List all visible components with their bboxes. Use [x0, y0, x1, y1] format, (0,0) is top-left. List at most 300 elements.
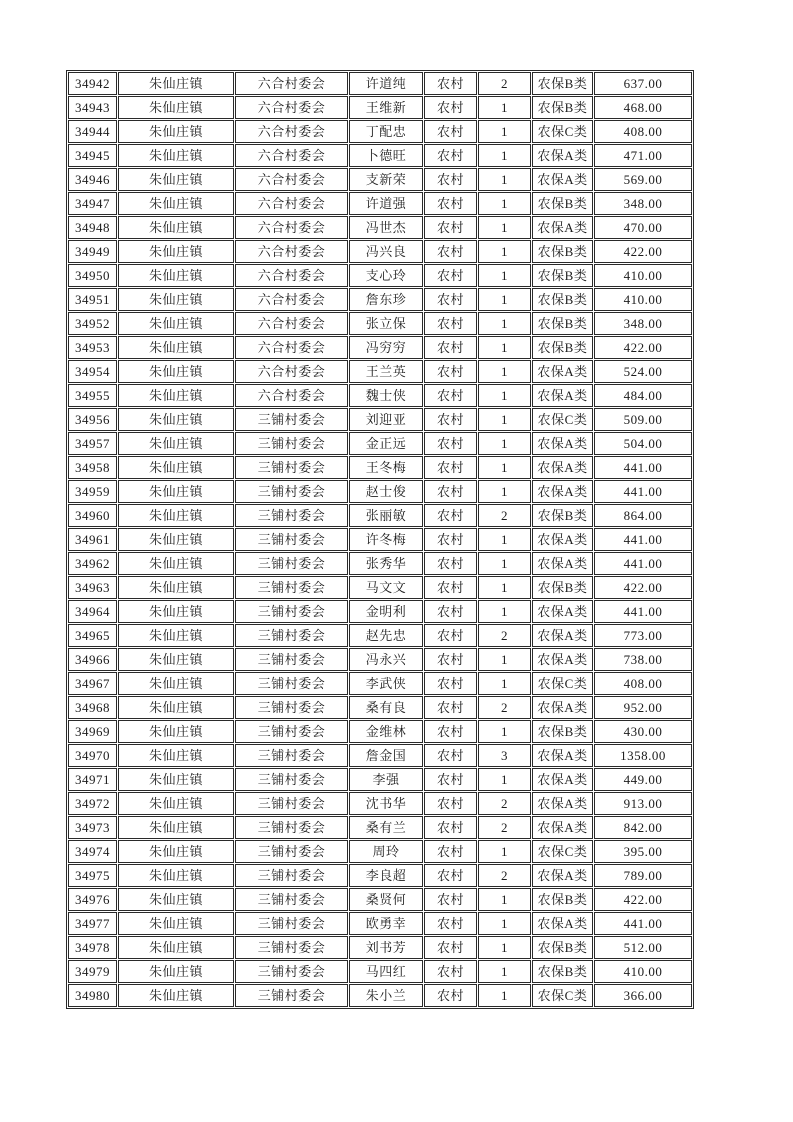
cell-village_committee: 六合村委会	[235, 192, 348, 215]
cell-amount: 738.00	[594, 648, 692, 671]
table-row	[68, 528, 692, 551]
cell-serial: 34960	[68, 504, 117, 527]
cell-town: 朱仙庄镇	[118, 72, 234, 95]
cell-insurance_type: 农保A类	[532, 768, 593, 791]
cell-town: 朱仙庄镇	[118, 864, 234, 887]
cell-town: 朱仙庄镇	[118, 648, 234, 671]
cell-insurance_type: 农保A类	[532, 864, 593, 887]
table-row	[68, 360, 692, 383]
cell-insurance_type: 农保A类	[532, 696, 593, 719]
cell-name: 支新荣	[349, 168, 423, 191]
cell-town: 朱仙庄镇	[118, 432, 234, 455]
cell-insurance_type: 农保A类	[532, 552, 593, 575]
cell-insurance_type: 农保B类	[532, 192, 593, 215]
cell-category: 农村	[424, 264, 477, 287]
cell-town: 朱仙庄镇	[118, 96, 234, 119]
table-row	[68, 600, 692, 623]
cell-name: 魏士侠	[349, 384, 423, 407]
cell-person_count: 2	[478, 864, 531, 887]
cell-serial: 34978	[68, 936, 117, 959]
cell-category: 农村	[424, 288, 477, 311]
table-row	[68, 408, 692, 431]
cell-name: 王兰英	[349, 360, 423, 383]
cell-name: 赵士俊	[349, 480, 423, 503]
cell-person_count: 1	[478, 960, 531, 983]
cell-serial: 34977	[68, 912, 117, 935]
cell-category: 农村	[424, 576, 477, 599]
cell-name: 金明利	[349, 600, 423, 623]
table-row	[68, 336, 692, 359]
cell-town: 朱仙庄镇	[118, 144, 234, 167]
cell-category: 农村	[424, 408, 477, 431]
table-row	[68, 768, 692, 791]
cell-category: 农村	[424, 936, 477, 959]
cell-person_count: 1	[478, 768, 531, 791]
cell-insurance_type: 农保B类	[532, 72, 593, 95]
insurance-roster-table	[66, 70, 694, 1009]
cell-village_committee: 三铺村委会	[235, 576, 348, 599]
cell-town: 朱仙庄镇	[118, 888, 234, 911]
cell-name: 桑有兰	[349, 816, 423, 839]
cell-serial: 34962	[68, 552, 117, 575]
cell-person_count: 1	[478, 120, 531, 143]
cell-serial: 34957	[68, 432, 117, 455]
table-row	[68, 456, 692, 479]
cell-category: 农村	[424, 720, 477, 743]
cell-person_count: 1	[478, 264, 531, 287]
cell-category: 农村	[424, 768, 477, 791]
cell-town: 朱仙庄镇	[118, 192, 234, 215]
cell-name: 丁配忠	[349, 120, 423, 143]
cell-name: 沈书华	[349, 792, 423, 815]
cell-person_count: 1	[478, 600, 531, 623]
cell-person_count: 3	[478, 744, 531, 767]
cell-category: 农村	[424, 312, 477, 335]
cell-insurance_type: 农保B类	[532, 240, 593, 263]
cell-amount: 470.00	[594, 216, 692, 239]
table-row	[68, 888, 692, 911]
cell-name: 刘迎亚	[349, 408, 423, 431]
table-row	[68, 192, 692, 215]
table-row	[68, 312, 692, 335]
cell-serial: 34947	[68, 192, 117, 215]
cell-person_count: 1	[478, 720, 531, 743]
cell-name: 马文文	[349, 576, 423, 599]
cell-town: 朱仙庄镇	[118, 600, 234, 623]
cell-amount: 637.00	[594, 72, 692, 95]
cell-person_count: 1	[478, 240, 531, 263]
cell-village_committee: 三铺村委会	[235, 888, 348, 911]
cell-town: 朱仙庄镇	[118, 624, 234, 647]
cell-town: 朱仙庄镇	[118, 240, 234, 263]
cell-town: 朱仙庄镇	[118, 960, 234, 983]
cell-village_committee: 三铺村委会	[235, 456, 348, 479]
table-row	[68, 816, 692, 839]
cell-amount: 422.00	[594, 576, 692, 599]
table-row	[68, 984, 692, 1007]
cell-category: 农村	[424, 480, 477, 503]
cell-insurance_type: 农保B类	[532, 504, 593, 527]
cell-insurance_type: 农保A类	[532, 624, 593, 647]
cell-person_count: 2	[478, 72, 531, 95]
cell-person_count: 1	[478, 480, 531, 503]
cell-category: 农村	[424, 144, 477, 167]
cell-name: 许冬梅	[349, 528, 423, 551]
table-row	[68, 240, 692, 263]
cell-name: 许道纯	[349, 72, 423, 95]
cell-insurance_type: 农保A类	[532, 600, 593, 623]
cell-person_count: 1	[478, 672, 531, 695]
cell-village_committee: 三铺村委会	[235, 816, 348, 839]
table-row	[68, 288, 692, 311]
table-row	[68, 840, 692, 863]
cell-town: 朱仙庄镇	[118, 816, 234, 839]
cell-category: 农村	[424, 648, 477, 671]
table-row	[68, 432, 692, 455]
cell-village_committee: 三铺村委会	[235, 768, 348, 791]
cell-category: 农村	[424, 888, 477, 911]
cell-person_count: 1	[478, 936, 531, 959]
table-row	[68, 552, 692, 575]
table-row	[68, 384, 692, 407]
cell-amount: 504.00	[594, 432, 692, 455]
table-row	[68, 648, 692, 671]
cell-person_count: 1	[478, 312, 531, 335]
cell-insurance_type: 农保B类	[532, 312, 593, 335]
cell-serial: 34946	[68, 168, 117, 191]
table-row	[68, 120, 692, 143]
cell-village_committee: 三铺村委会	[235, 504, 348, 527]
cell-town: 朱仙庄镇	[118, 456, 234, 479]
cell-serial: 34958	[68, 456, 117, 479]
table-row	[68, 624, 692, 647]
cell-insurance_type: 农保A类	[532, 432, 593, 455]
cell-name: 詹东珍	[349, 288, 423, 311]
cell-serial: 34956	[68, 408, 117, 431]
cell-village_committee: 三铺村委会	[235, 984, 348, 1007]
cell-insurance_type: 农保A类	[532, 648, 593, 671]
cell-serial: 34948	[68, 216, 117, 239]
cell-category: 农村	[424, 336, 477, 359]
cell-insurance_type: 农保B类	[532, 720, 593, 743]
cell-category: 农村	[424, 624, 477, 647]
cell-person_count: 1	[478, 888, 531, 911]
cell-insurance_type: 农保A类	[532, 744, 593, 767]
cell-name: 张秀华	[349, 552, 423, 575]
table-row	[68, 696, 692, 719]
cell-town: 朱仙庄镇	[118, 720, 234, 743]
cell-serial: 34969	[68, 720, 117, 743]
cell-amount: 441.00	[594, 480, 692, 503]
cell-person_count: 2	[478, 696, 531, 719]
cell-person_count: 1	[478, 408, 531, 431]
table-row	[68, 792, 692, 815]
cell-name: 冯兴良	[349, 240, 423, 263]
cell-name: 桑有良	[349, 696, 423, 719]
table-row	[68, 960, 692, 983]
table-row	[68, 720, 692, 743]
cell-name: 李武侠	[349, 672, 423, 695]
cell-amount: 441.00	[594, 456, 692, 479]
cell-person_count: 1	[478, 552, 531, 575]
cell-amount: 913.00	[594, 792, 692, 815]
cell-insurance_type: 农保C类	[532, 120, 593, 143]
cell-village_committee: 三铺村委会	[235, 528, 348, 551]
cell-village_committee: 六合村委会	[235, 216, 348, 239]
cell-name: 许道强	[349, 192, 423, 215]
cell-village_committee: 六合村委会	[235, 72, 348, 95]
cell-serial: 34976	[68, 888, 117, 911]
cell-amount: 449.00	[594, 768, 692, 791]
table-row	[68, 864, 692, 887]
cell-amount: 524.00	[594, 360, 692, 383]
cell-village_committee: 六合村委会	[235, 120, 348, 143]
cell-insurance_type: 农保A类	[532, 168, 593, 191]
cell-person_count: 1	[478, 384, 531, 407]
cell-insurance_type: 农保C类	[532, 672, 593, 695]
cell-town: 朱仙庄镇	[118, 672, 234, 695]
cell-village_committee: 三铺村委会	[235, 912, 348, 935]
cell-village_committee: 六合村委会	[235, 168, 348, 191]
cell-name: 李良超	[349, 864, 423, 887]
cell-serial: 34974	[68, 840, 117, 863]
cell-village_committee: 三铺村委会	[235, 696, 348, 719]
cell-amount: 395.00	[594, 840, 692, 863]
cell-town: 朱仙庄镇	[118, 936, 234, 959]
cell-serial: 34943	[68, 96, 117, 119]
cell-serial: 34971	[68, 768, 117, 791]
table-row	[68, 72, 692, 95]
cell-town: 朱仙庄镇	[118, 480, 234, 503]
cell-name: 赵先忠	[349, 624, 423, 647]
cell-person_count: 1	[478, 528, 531, 551]
cell-name: 冯穷穷	[349, 336, 423, 359]
cell-category: 农村	[424, 600, 477, 623]
cell-amount: 468.00	[594, 96, 692, 119]
cell-person_count: 1	[478, 984, 531, 1007]
cell-serial: 34944	[68, 120, 117, 143]
table-row	[68, 480, 692, 503]
table-row	[68, 264, 692, 287]
cell-name: 金正远	[349, 432, 423, 455]
cell-person_count: 1	[478, 96, 531, 119]
cell-amount: 408.00	[594, 120, 692, 143]
cell-person_count: 2	[478, 504, 531, 527]
table-row	[68, 672, 692, 695]
cell-name: 金维林	[349, 720, 423, 743]
cell-village_committee: 三铺村委会	[235, 480, 348, 503]
cell-serial: 34968	[68, 696, 117, 719]
cell-village_committee: 六合村委会	[235, 264, 348, 287]
cell-town: 朱仙庄镇	[118, 552, 234, 575]
cell-amount: 422.00	[594, 888, 692, 911]
cell-amount: 471.00	[594, 144, 692, 167]
cell-village_committee: 六合村委会	[235, 384, 348, 407]
cell-category: 农村	[424, 192, 477, 215]
cell-amount: 441.00	[594, 552, 692, 575]
cell-category: 农村	[424, 792, 477, 815]
cell-village_committee: 六合村委会	[235, 96, 348, 119]
cell-name: 卜德旺	[349, 144, 423, 167]
cell-serial: 34975	[68, 864, 117, 887]
cell-town: 朱仙庄镇	[118, 408, 234, 431]
cell-town: 朱仙庄镇	[118, 384, 234, 407]
cell-town: 朱仙庄镇	[118, 216, 234, 239]
cell-amount: 952.00	[594, 696, 692, 719]
cell-insurance_type: 农保A类	[532, 792, 593, 815]
cell-person_count: 1	[478, 192, 531, 215]
cell-serial: 34964	[68, 600, 117, 623]
cell-village_committee: 三铺村委会	[235, 960, 348, 983]
cell-name: 詹金国	[349, 744, 423, 767]
cell-amount: 864.00	[594, 504, 692, 527]
cell-serial: 34959	[68, 480, 117, 503]
cell-person_count: 1	[478, 912, 531, 935]
cell-serial: 34955	[68, 384, 117, 407]
cell-person_count: 2	[478, 816, 531, 839]
table-row	[68, 168, 692, 191]
cell-town: 朱仙庄镇	[118, 264, 234, 287]
cell-village_committee: 三铺村委会	[235, 432, 348, 455]
cell-category: 农村	[424, 672, 477, 695]
cell-amount: 842.00	[594, 816, 692, 839]
cell-village_committee: 六合村委会	[235, 336, 348, 359]
cell-category: 农村	[424, 456, 477, 479]
cell-serial: 34942	[68, 72, 117, 95]
cell-insurance_type: 农保C类	[532, 840, 593, 863]
cell-serial: 34945	[68, 144, 117, 167]
cell-name: 刘书芳	[349, 936, 423, 959]
cell-category: 农村	[424, 744, 477, 767]
cell-insurance_type: 农保B类	[532, 264, 593, 287]
cell-category: 农村	[424, 912, 477, 935]
cell-person_count: 1	[478, 432, 531, 455]
cell-name: 周玲	[349, 840, 423, 863]
cell-name: 马四红	[349, 960, 423, 983]
cell-insurance_type: 农保A类	[532, 456, 593, 479]
cell-person_count: 1	[478, 144, 531, 167]
cell-amount: 422.00	[594, 240, 692, 263]
table-row	[68, 216, 692, 239]
cell-village_committee: 三铺村委会	[235, 720, 348, 743]
cell-town: 朱仙庄镇	[118, 792, 234, 815]
cell-person_count: 2	[478, 792, 531, 815]
cell-category: 农村	[424, 120, 477, 143]
cell-amount: 410.00	[594, 264, 692, 287]
cell-insurance_type: 农保A类	[532, 216, 593, 239]
cell-category: 农村	[424, 528, 477, 551]
cell-category: 农村	[424, 216, 477, 239]
cell-person_count: 1	[478, 456, 531, 479]
cell-town: 朱仙庄镇	[118, 984, 234, 1007]
cell-person_count: 1	[478, 840, 531, 863]
cell-insurance_type: 农保B类	[532, 336, 593, 359]
cell-town: 朱仙庄镇	[118, 528, 234, 551]
cell-amount: 773.00	[594, 624, 692, 647]
cell-category: 农村	[424, 816, 477, 839]
cell-town: 朱仙庄镇	[118, 336, 234, 359]
cell-amount: 422.00	[594, 336, 692, 359]
cell-serial: 34953	[68, 336, 117, 359]
cell-category: 农村	[424, 984, 477, 1007]
cell-village_committee: 三铺村委会	[235, 600, 348, 623]
cell-insurance_type: 农保A类	[532, 144, 593, 167]
cell-category: 农村	[424, 432, 477, 455]
cell-name: 冯永兴	[349, 648, 423, 671]
cell-serial: 34972	[68, 792, 117, 815]
cell-amount: 1358.00	[594, 744, 692, 767]
cell-name: 李强	[349, 768, 423, 791]
cell-village_committee: 三铺村委会	[235, 672, 348, 695]
cell-village_committee: 三铺村委会	[235, 840, 348, 863]
cell-village_committee: 三铺村委会	[235, 624, 348, 647]
roster-body	[68, 72, 692, 1007]
table-row	[68, 504, 692, 527]
cell-town: 朱仙庄镇	[118, 696, 234, 719]
cell-amount: 484.00	[594, 384, 692, 407]
cell-name: 王维新	[349, 96, 423, 119]
cell-name: 欧勇幸	[349, 912, 423, 935]
cell-person_count: 1	[478, 336, 531, 359]
cell-village_committee: 三铺村委会	[235, 408, 348, 431]
cell-insurance_type: 农保A类	[532, 360, 593, 383]
cell-town: 朱仙庄镇	[118, 576, 234, 599]
cell-insurance_type: 农保A类	[532, 816, 593, 839]
cell-amount: 512.00	[594, 936, 692, 959]
cell-insurance_type: 农保B类	[532, 960, 593, 983]
cell-town: 朱仙庄镇	[118, 288, 234, 311]
cell-town: 朱仙庄镇	[118, 768, 234, 791]
cell-amount: 441.00	[594, 528, 692, 551]
cell-insurance_type: 农保B类	[532, 576, 593, 599]
cell-village_committee: 三铺村委会	[235, 744, 348, 767]
cell-category: 农村	[424, 96, 477, 119]
cell-category: 农村	[424, 240, 477, 263]
cell-category: 农村	[424, 960, 477, 983]
cell-village_committee: 三铺村委会	[235, 792, 348, 815]
cell-serial: 34979	[68, 960, 117, 983]
cell-village_committee: 三铺村委会	[235, 552, 348, 575]
cell-name: 桑贤何	[349, 888, 423, 911]
cell-serial: 34967	[68, 672, 117, 695]
cell-village_committee: 六合村委会	[235, 144, 348, 167]
cell-amount: 408.00	[594, 672, 692, 695]
cell-amount: 509.00	[594, 408, 692, 431]
cell-amount: 366.00	[594, 984, 692, 1007]
table-row	[68, 936, 692, 959]
cell-name: 支心玲	[349, 264, 423, 287]
cell-town: 朱仙庄镇	[118, 312, 234, 335]
cell-amount: 441.00	[594, 600, 692, 623]
cell-serial: 34949	[68, 240, 117, 263]
table-row	[68, 576, 692, 599]
cell-serial: 34973	[68, 816, 117, 839]
cell-insurance_type: 农保B类	[532, 288, 593, 311]
cell-serial: 34950	[68, 264, 117, 287]
cell-insurance_type: 农保C类	[532, 984, 593, 1007]
cell-category: 农村	[424, 72, 477, 95]
cell-insurance_type: 农保A类	[532, 384, 593, 407]
cell-serial: 34980	[68, 984, 117, 1007]
cell-amount: 441.00	[594, 912, 692, 935]
cell-category: 农村	[424, 360, 477, 383]
cell-category: 农村	[424, 168, 477, 191]
cell-serial: 34951	[68, 288, 117, 311]
cell-amount: 569.00	[594, 168, 692, 191]
cell-person_count: 1	[478, 288, 531, 311]
cell-person_count: 1	[478, 360, 531, 383]
cell-town: 朱仙庄镇	[118, 504, 234, 527]
